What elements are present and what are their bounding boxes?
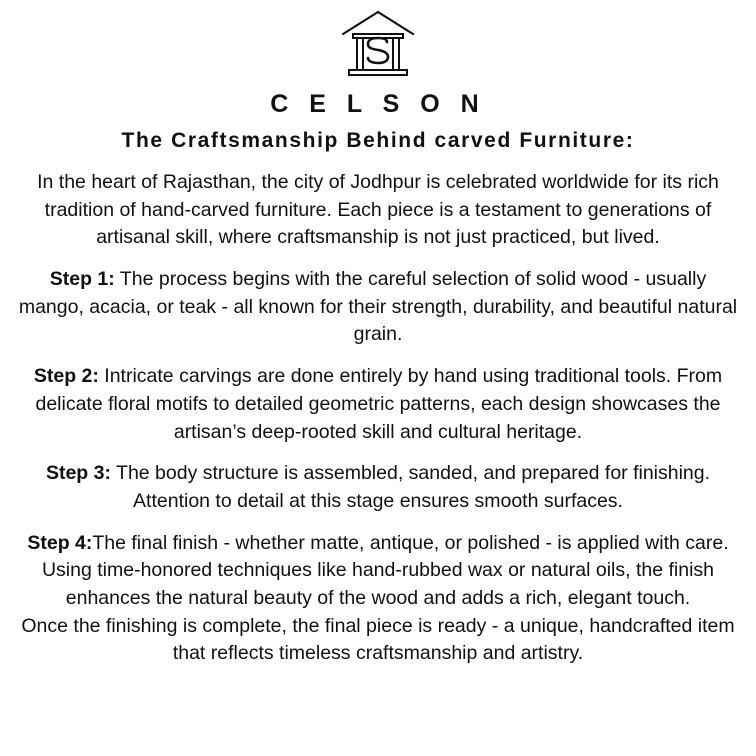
celson-house-monogram-logo <box>335 8 421 86</box>
step-paragraph-1 <box>15 266 741 349</box>
step-label-3: Step 3: <box>45 462 111 485</box>
brand-name: C E L S O N <box>270 90 486 118</box>
step-text-2: Intricate carvings are done entirely by hand using traditional tools. From delicate floral motifs to detailed geometric patterns, each design showcases the artisan’s deep-rooted skill and cultural heritage. <box>35 365 723 443</box>
step-paragraph-2 <box>15 363 741 446</box>
step-text-4: The final finish - whether matte, antique, or polished - is applied with care. Using time-honored techniques like hand-rubbed wax or natural oils, the finish enhances the natural beauty of the wood and adds a rich, elegant touch. <box>41 531 729 609</box>
step-text-3: The body structure is assembled, sanded, and prepared for finishing. Attention to detail at this stage ensures smooth surfaces. <box>110 462 711 512</box>
page-title: The Craftsmanship Behind carved Furniture: <box>121 129 635 152</box>
closing-paragraph: Once the finishing is complete, the final piece is ready - a unique, handcrafted item that reflects timeless craftsmanship and artistry. <box>21 614 735 665</box>
brand-logo <box>335 8 421 88</box>
step-text-1: The process begins with the careful selection of solid wood - usually mango, acacia, or teak - all known for their strength, durability, and beautiful natural grain. <box>18 268 738 346</box>
step-label-1: Step 1: <box>49 268 115 291</box>
step-paragraph-4 <box>15 530 741 613</box>
intro-paragraph: In the heart of Rajasthan, the city of Jodhpur is celebrated worldwide for its rich tradition of hand-carved furniture. Each piece is a testament to generations of artisanal skill, where craftsmanship is not just practiced, but lived. <box>37 171 719 249</box>
step-label-2: Step 2: <box>33 365 99 388</box>
step-paragraph-3 <box>15 460 741 515</box>
step-label-4: Step 4: <box>27 531 93 554</box>
